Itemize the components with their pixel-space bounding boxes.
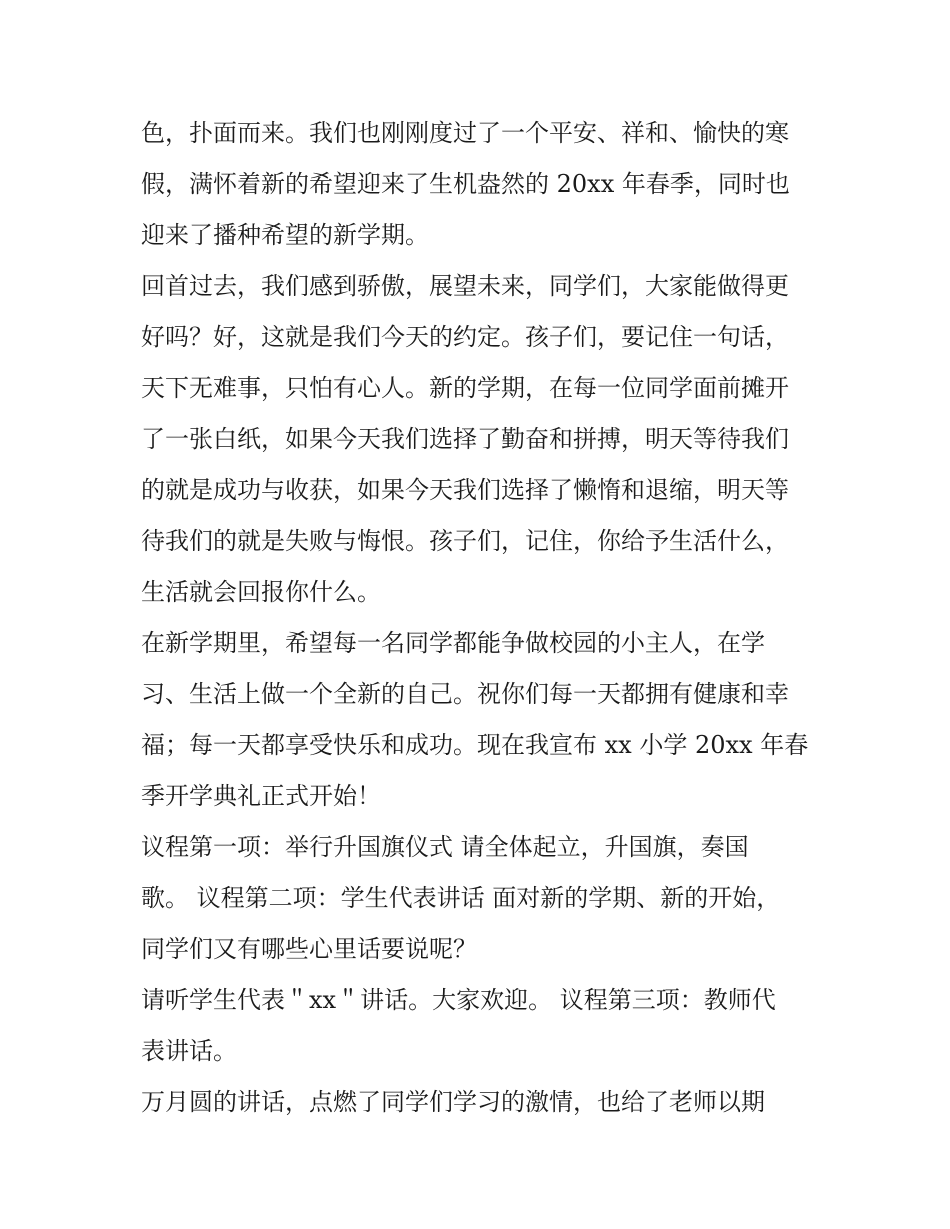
text-line: 待我们的就是失败与悔恨。孩子们，记住，你给予生活什么， <box>141 527 789 555</box>
text-line: 表讲话。 <box>141 1037 237 1065</box>
text-line: 生活就会回报你什么。 <box>141 578 381 606</box>
text-line: 福；每一天都享受快乐和成功。现在我宣布 xx 小学 20xx 年春 <box>141 731 809 759</box>
text-line: 好吗？好，这就是我们今天的约定。孩子们，要记住一句话， <box>141 323 789 351</box>
text-line: 回首过去，我们感到骄傲，展望未来，同学们，大家能做得更 <box>141 272 789 300</box>
text-line: 季开学典礼正式开始！ <box>141 782 381 810</box>
document-body <box>141 108 821 1128</box>
paragraph-6 <box>141 1077 821 1128</box>
paragraph-5 <box>141 975 821 1077</box>
text-line: 假，满怀着新的希望迎来了生机盎然的 20xx 年春季，同时也 <box>141 170 790 198</box>
text-line: 同学们又有哪些心里话要说呢？ <box>141 935 477 963</box>
text-line: 请听学生代表＂xx＂讲话。大家欢迎。 议程第三项：教师代 <box>141 986 776 1014</box>
text-line: 天下无难事，只怕有心人。新的学期，在每一位同学面前摊开 <box>141 374 789 402</box>
text-line: 色，扑面而来。我们也刚刚度过了一个平安、祥和、愉快的寒 <box>141 119 789 147</box>
text-line: 议程第一项：举行升国旗仪式 请全体起立，升国旗，奏国 <box>141 833 749 861</box>
paragraph-3 <box>141 618 821 822</box>
text-line: 万月圆的讲话，点燃了同学们学习的激情，也给了老师以期 <box>141 1088 765 1116</box>
text-line: 在新学期里，希望每一名同学都能争做校园的小主人，在学 <box>141 629 765 657</box>
paragraph-2 <box>141 261 821 618</box>
text-line: 歌。 议程第二项：学生代表讲话 面对新的学期、新的开始， <box>141 884 781 912</box>
text-line: 迎来了播种希望的新学期。 <box>141 221 429 249</box>
paragraph-4 <box>141 822 821 975</box>
text-line: 了一张白纸，如果今天我们选择了勤奋和拼搏，明天等待我们 <box>141 425 789 453</box>
paragraph-1 <box>141 108 821 261</box>
text-line: 的就是成功与收获，如果今天我们选择了懒惰和退缩，明天等 <box>141 476 789 504</box>
text-line: 习、生活上做一个全新的自己。祝你们每一天都拥有健康和幸 <box>141 680 789 708</box>
